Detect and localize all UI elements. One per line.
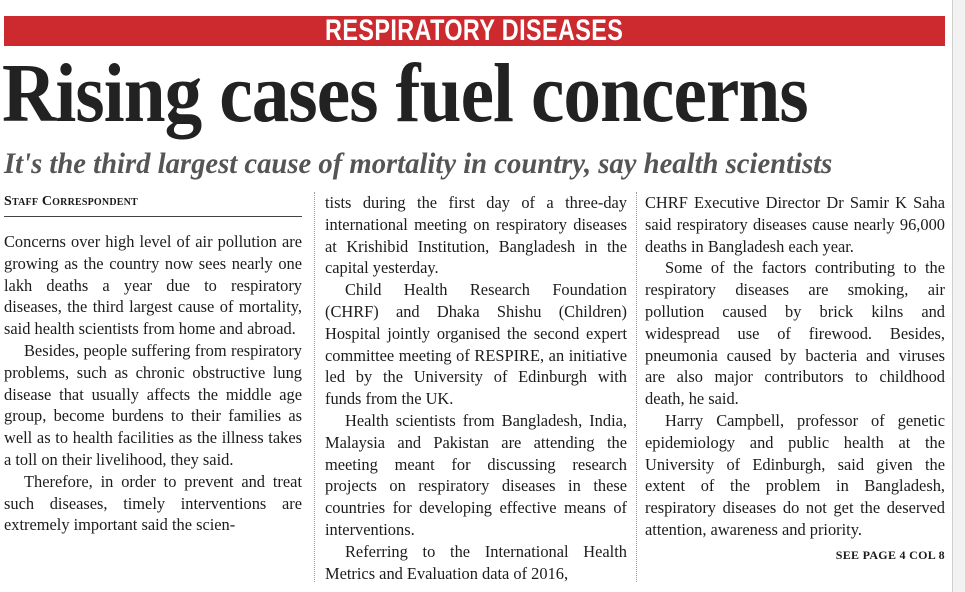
paragraph: Harry Campbell, professor of genetic epidemiology and public health at the University of Edinburgh, said given the extent of the problem in Bangladesh, respiratory diseases do not get the deserved attention, awareness and priority.: [645, 410, 945, 539]
paragraph: tists during the first day of a three-day international meeting on respiratory diseases at Krishibid Institution, Bangladesh in the capital yesterday.: [325, 193, 627, 278]
paragraph: Besides, people suffering from respiratory problems, such as chronic obstructive lung disease that usually affects the middle age group, become burdens to their families as well as to health facilities as the illness takes a toll on their livelihood, they said.: [4, 340, 302, 469]
headline: Rising cases fuel concerns: [2, 47, 808, 140]
continuation-note: SEE PAGE 4 COL 8: [835, 547, 945, 562]
article-column-2: [325, 192, 627, 584]
article-column-3: [645, 192, 945, 567]
paragraph: Referring to the International Health Metrics and Evaluation data of 2016,: [325, 541, 627, 583]
section-banner: [4, 16, 945, 46]
paragraph: Some of the factors contributing to the respiratory diseases are smoking, air pollution caused by brick kilns and widespread use of firewood. Besides, pneumonia caused by bacteria and viruses are also major contributors to childhood death, he said.: [645, 258, 945, 409]
article-column-1: [4, 231, 302, 536]
page-edge: [952, 0, 965, 592]
paragraph: CHRF Executive Director Dr Samir K Saha said respiratory diseases cause nearly 96,000 deaths in Bangladesh each year.: [645, 193, 945, 256]
paragraph: Therefore, in order to prevent and treat such diseases, timely interventions are extremely important said the scien-: [4, 471, 302, 535]
subheadline: It's the third largest cause of mortality in country, say health scientists: [4, 147, 833, 180]
paragraph: Health scientists from Bangladesh, India, Malaysia and Pakistan are attending the meeting meant for discussing research projects on respiratory diseases in these countries for developing effective means of interventions.: [325, 410, 627, 539]
column-divider: [314, 192, 316, 582]
paragraph: Concerns over high level of air pollution are growing as the country now sees nearly one lakh deaths a year due to respiratory diseases, the third largest cause of mortality, said health scientists from home and abroad.: [4, 232, 302, 339]
section-label: RESPIRATORY DISEASES: [325, 14, 624, 47]
column-divider: [636, 192, 638, 582]
paragraph: Child Health Research Foundation (CHRF) and Dhaka Shishu (Children) Hospital jointly organised the second expert committee meeting of RESPIRE, an initiative led by the University of Edinburgh with funds from the UK.: [325, 280, 627, 409]
byline: Staff Correspondent: [4, 194, 302, 217]
